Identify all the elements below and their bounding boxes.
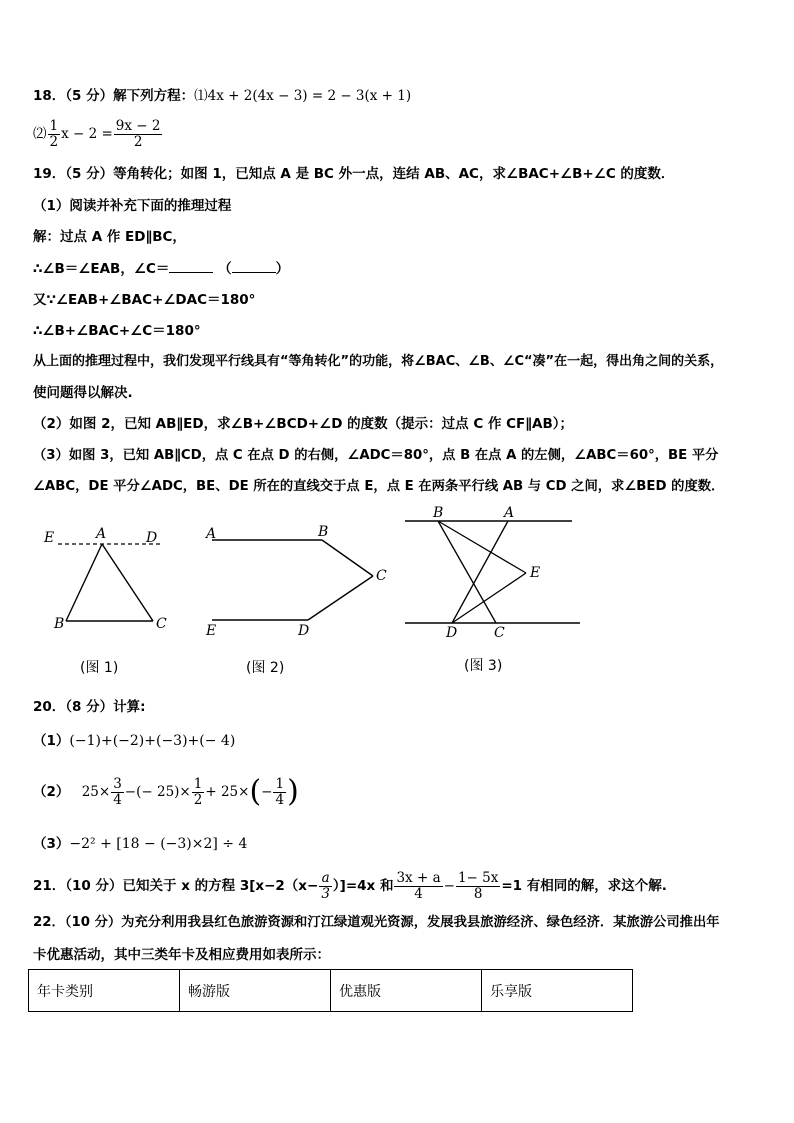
label-A: A bbox=[206, 526, 217, 542]
segment-BC bbox=[322, 540, 373, 576]
table-header-cell: 优惠版 bbox=[331, 970, 482, 1012]
fraction-1-4 bbox=[273, 777, 286, 808]
q18-eq2-prefix: ⑵ bbox=[33, 126, 47, 142]
label-A: A bbox=[504, 505, 515, 521]
fraction-1-2 bbox=[192, 777, 205, 808]
frac-denominator: 2 bbox=[133, 133, 143, 150]
figure-3 bbox=[400, 505, 585, 645]
q22-line2: 卡优惠活动，其中三类年卡及相应费用如表所示： bbox=[33, 947, 330, 963]
table-header-row bbox=[29, 970, 633, 1012]
q19-part1: （1）阅读并补充下面的推理过程 bbox=[33, 198, 232, 214]
expr-part-c: + 25× bbox=[205, 784, 250, 800]
label-E: E bbox=[530, 565, 541, 581]
frac-numerator: 3 bbox=[113, 775, 122, 792]
q19-explanation-end: 使问题得以解决. bbox=[33, 385, 133, 401]
frac-numerator: 1 bbox=[49, 117, 59, 134]
frac-numerator: 9x − 2 bbox=[115, 117, 161, 134]
segment-AC bbox=[102, 544, 153, 621]
label-C: C bbox=[156, 616, 167, 632]
q18-fraction-1 bbox=[48, 119, 61, 150]
paren-open: ( bbox=[249, 774, 262, 809]
q19-part3-line2: ∠ABC，DE 平分∠ADC，BE、DE 所在的直线交于点 E，点 E 在两条平行线 AB 与 CD 之间，求∠BED 的度数． bbox=[33, 479, 725, 494]
frac-denominator: 3 bbox=[321, 885, 330, 902]
expr-part-b: −(− 25)× bbox=[124, 784, 191, 800]
q18-eq2-mid: x − 2 = bbox=[61, 126, 113, 142]
table-header-cell: 乐享版 bbox=[482, 970, 633, 1012]
frac-denominator: 2 bbox=[49, 133, 59, 150]
expr-body: (−1)+(−2)+(−3)+(− 4) bbox=[69, 733, 236, 749]
label-D: D bbox=[446, 625, 458, 641]
frac-numerator: a bbox=[319, 871, 332, 887]
label-D: D bbox=[146, 530, 158, 546]
frac-denominator: 2 bbox=[193, 791, 203, 808]
frac-numerator: 3x + a bbox=[396, 869, 441, 886]
table-header-cell: 年卡类别 bbox=[29, 970, 180, 1012]
q21-text-c: =1 有相同的解，求这个解. bbox=[501, 878, 667, 894]
expr-label: （2） bbox=[33, 784, 70, 800]
q21-line bbox=[33, 866, 667, 906]
figure-2 bbox=[198, 518, 398, 643]
frac-denominator: 8 bbox=[473, 885, 483, 902]
q20-expr-3 bbox=[33, 834, 247, 854]
expr-label: （3） bbox=[33, 836, 70, 852]
q21-text-b: ）]=4x 和 bbox=[332, 878, 394, 894]
table-header-cell: 畅游版 bbox=[180, 970, 331, 1012]
q19-part2: （2）如图 2，已知 AB∥ED，求∠B+∠BCD+∠D 的度数（提示：过点 C 作 CF∥AB）； bbox=[33, 416, 574, 432]
paren-close: ） bbox=[275, 261, 290, 277]
frac-numerator: 1 bbox=[275, 775, 285, 792]
q18-fraction-2 bbox=[114, 119, 163, 150]
frac-denominator: 4 bbox=[414, 885, 423, 902]
figure-2-caption: (图 2) bbox=[246, 660, 285, 676]
q18-line1 bbox=[33, 86, 411, 106]
expr-part-a: 25× bbox=[81, 784, 111, 800]
figure-3-caption: (图 3) bbox=[464, 658, 503, 674]
q20-heading: 20．（8 分）计算: bbox=[33, 699, 146, 715]
q19-solution-start: 解：过点 A 作 ED∥BC， bbox=[33, 229, 186, 245]
q20-expr-2 bbox=[33, 772, 299, 812]
q19-step-sum: 又∵∠EAB+∠BAC+∠DAC＝180° bbox=[33, 292, 256, 308]
q18-line2 bbox=[33, 115, 163, 153]
q22-line1: 22．（10 分）为充分利用我县红色旅游资源和汀江绿道观光资源，发展我县旅游经济、绿色经济．某旅游公司推出年 bbox=[33, 915, 720, 930]
answer-blank-angle[interactable] bbox=[169, 258, 213, 273]
expr-body: −2² + [18 − (−3)×2] ÷ 4 bbox=[69, 836, 248, 852]
fraction-3-4 bbox=[111, 777, 124, 808]
q21-text-a: 21．（10 分）已知关于 x 的方程 3[x−2（x− bbox=[33, 878, 319, 894]
q19-part3-line1: （3）如图 3，已知 AB∥CD，点 C 在点 D 的右侧，∠ADC＝80°，点 B 在点 A 的左侧，∠ABC＝60°，BE 平分 bbox=[33, 448, 719, 463]
frac-denominator: 4 bbox=[113, 791, 122, 808]
q18-heading: 18．（5 分）解下列方程： bbox=[33, 88, 195, 104]
label-E: E bbox=[206, 623, 217, 639]
label-B: B bbox=[54, 616, 65, 632]
fraction-a-3 bbox=[319, 871, 332, 902]
segment-DE bbox=[452, 573, 526, 623]
label-C: C bbox=[494, 625, 505, 641]
frac-numerator: 1− 5x bbox=[457, 869, 499, 886]
answer-blank-reason[interactable] bbox=[232, 258, 276, 273]
figure-1 bbox=[40, 520, 180, 640]
segment-BE bbox=[438, 521, 526, 573]
frac-numerator: 1 bbox=[193, 775, 203, 792]
q19-heading: 19．（5 分）等角转化；如图 1，已知点 A 是 BC 外一点，连结 AB、AC，求∠BAC+∠B+∠C 的度数． bbox=[33, 166, 675, 182]
paren-close: ) bbox=[287, 774, 299, 809]
label-B: B bbox=[318, 524, 329, 540]
label-D: D bbox=[298, 623, 310, 639]
segment-AB bbox=[66, 544, 102, 621]
q19-explanation: 从上面的推理过程中，我们发现平行线具有“等角转化”的功能，将∠BAC、∠B、∠C“凑”在一起，得出角之间的关系， bbox=[33, 354, 724, 369]
segment-AD bbox=[452, 521, 508, 623]
q18-equation-1: ⑴4x + 2(4x − 3) = 2 − 3(x + 1) bbox=[194, 88, 412, 104]
fraction-1-minus-5x bbox=[456, 871, 500, 902]
label-C: C bbox=[376, 568, 387, 584]
frac-denominator: 4 bbox=[275, 791, 285, 808]
fraction-3x-plus-a bbox=[394, 871, 442, 902]
q19-step-conclusion: ∴∠B+∠BAC+∠C＝180° bbox=[33, 323, 201, 339]
label-B: B bbox=[433, 505, 444, 521]
paren-open: （ bbox=[218, 261, 232, 277]
q19-step-fill bbox=[33, 258, 289, 279]
q20-expr-1 bbox=[33, 731, 235, 751]
segment-CD bbox=[308, 576, 373, 620]
figure-1-caption: (图 1) bbox=[80, 660, 119, 676]
annual-card-table bbox=[28, 969, 633, 1012]
label-E: E bbox=[44, 530, 55, 546]
segment-BC bbox=[438, 521, 496, 623]
expr-label: （1） bbox=[33, 733, 70, 749]
q19-step-text: ∴∠B＝∠EAB，∠C＝ bbox=[33, 261, 170, 277]
negative-sign: − bbox=[261, 784, 273, 800]
minus-sign: − bbox=[443, 878, 455, 894]
label-A: A bbox=[96, 526, 107, 542]
